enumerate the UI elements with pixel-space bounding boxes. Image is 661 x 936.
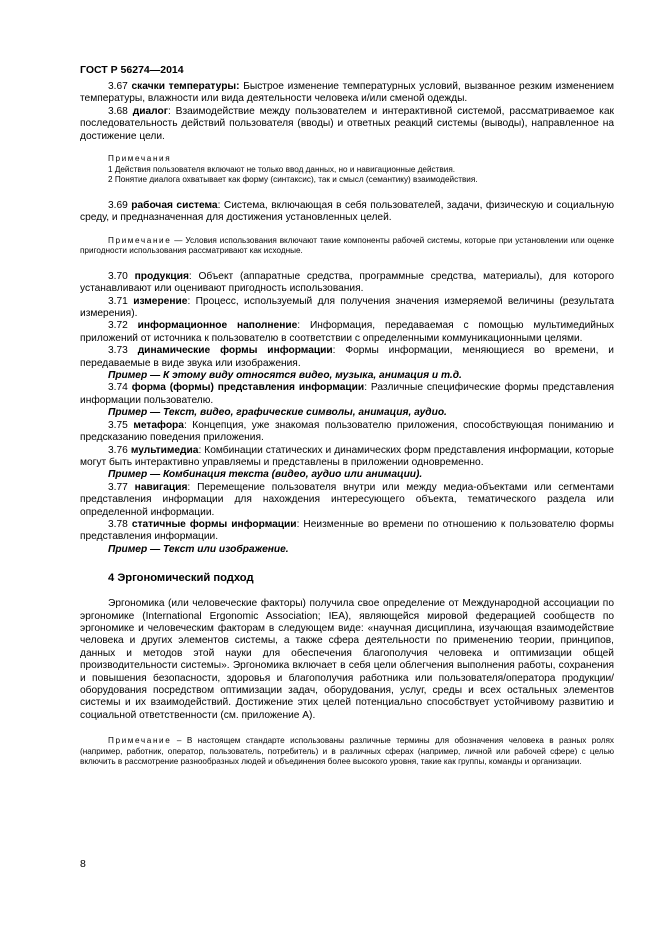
note-label: Примечание [108, 736, 172, 746]
term-3-74: 3.74 форма (формы) представления информации: Различные специфические формы представления информации пользователю. [80, 382, 614, 406]
example-3-73: Пример — К этому виду относятся видео, музыка, анимация и т.д. [108, 370, 462, 382]
example-3-76: Пример — Комбинация текста (видео, аудио или анимации). [108, 469, 423, 481]
term-3-76: 3.76 мультимедиа: Комбинации статических и динамических форм представления информации, которые могут быть интерактивно управляемы и представлены в приложении одновременно. [80, 444, 614, 468]
note-section-4: Примечание – В настоящем стандарте использованы различные термины для обозначения человека в разных ролях (например, работник, оператор, пользователь, потребитель) и в различных сферах (например, личной или рабочей сфере) с целью включить в рассмотрение разнообразных людей и объединения более высокого уровня, такие как группы, команды и организации. [80, 736, 614, 767]
section-4-title: 4 Эргономический подход [108, 572, 254, 585]
term-3-68: 3.68 диалог: Взаимодействие между пользователем и интерактивной системой, рассматриваемое как последовательность действий пользователя (вводы) и ответных реакций системы (выводы), направленное на достижение цели. [80, 105, 614, 142]
section-4-body: Эргономика (или человеческие факторы) получила свое определение от Международной ассоциации по эргономике (International Ergonomic Association; IEA), являющейся мировой федерацией сообществ по эргономике и человеческим факторам в следующем виде: «научная дисциплина, изучающая взаимодействие человека и других элементов системы, а также сфера деятельности по применению теории, принципов, данных и методов этой науки для обеспечения благополучия человека и оптимизации общей производительности системы». Эргономика включает в себя цели облегчения выполнения работы, сохранения и повышения безопасности, здоровья и благополучия работника или пользователя/оператора продукции/оборудования посредством оптимизации задач, оборудования, услуг, среды и всех остальных элементов системы и их взаимодействий. Достижение этих целей потенциально способствует устойчивому развитию и социальной ответственности (см. приложение А). [80, 598, 614, 721]
note-item-1: 1 Действия пользователя включают не только ввод данных, но и навигационные действия. [108, 164, 456, 174]
example-3-78: Пример — Текст или изображение. [108, 543, 289, 555]
note-label: Примечание [108, 235, 172, 245]
example-3-74: Пример — Текст, видео, графические символы, анимация, аудио. [108, 407, 447, 419]
document-body [80, 81, 614, 768]
note-heading: Примечания [108, 154, 172, 164]
term-3-73: 3.73 динамические формы информации: Формы информации, меняющиеся во времени, и передаваемые в виде звука или изображения. [80, 345, 614, 369]
term-3-67: 3.67 скачки температуры: Быстрое изменение температурных условий, вызванное резким изменением температуры, влажности или вида деятельности человека и/или сменой одежды. [80, 81, 614, 105]
term-3-71: 3.71 измерение: Процесс, используемый для получения значения измеряемой величины (результата измерения). [80, 295, 614, 320]
term-3-75: 3.75 метафора: Концепция, уже знакомая пользователю приложения, способствующая пониманию и предсказанию поведения приложения. [80, 419, 614, 444]
term-3-69: 3.69 рабочая система: Система, включающая в себя пользователей, задачи, физическую и социальную среду, и предназначенная для достижения установленных целей. [80, 199, 614, 224]
document-header: ГОСТ Р 56274—2014 [80, 64, 184, 76]
note-3-69: Примечание — Условия использования включают такие компоненты рабочей системы, которые при установлении или оценке пригодности использования рассматривают как исходные. [80, 235, 614, 256]
term-3-70: 3.70 продукция: Объект (аппаратные средства, программные средства, материалы), для которого устанавливают или оценивают пригодность использования. [80, 270, 614, 295]
page-number: 8 [80, 858, 86, 870]
term-3-77: 3.77 навигация: Перемещение пользователя внутри или между медиа-объектами или сегментами представления информации для нахождения интересующего объекта, тематического раздела или определенной информации. [80, 481, 614, 518]
note-3-68 [80, 154, 614, 186]
term-3-78: 3.78 статичные формы информации: Неизменные во времени по отношению к пользователю формы представления информации. [80, 518, 614, 543]
term-3-72: 3.72 информационное наполнение: Информация, передаваемая с помощью мультимедийных приложений от источника к пользователю в соответствии с определенными коммуникационными целями. [80, 320, 614, 344]
note-item-2: 2 Понятие диалога охватывает как форму (синтаксис), так и смысл (семантику) взаимодействия. [108, 175, 478, 185]
